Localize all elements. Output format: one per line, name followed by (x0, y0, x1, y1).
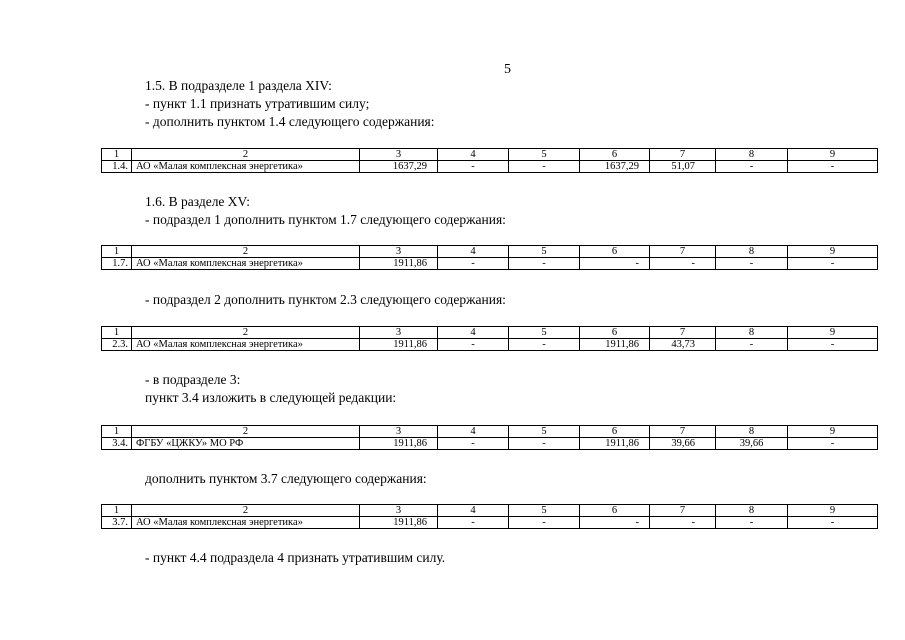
value-cell: - (716, 339, 788, 351)
column-number-cell: 5 (509, 426, 580, 438)
organization-name-cell: ФГБУ «ЦЖКУ» МО РФ (132, 438, 360, 450)
column-number-cell: 2 (132, 149, 360, 161)
value-cell: - (716, 517, 788, 529)
column-number-cell: 5 (509, 149, 580, 161)
column-number-cell: 3 (360, 246, 438, 258)
value-cell: - (788, 258, 878, 270)
amendment-table-2-3 (101, 326, 878, 351)
paragraph-item-3-4-edit: пункт 3.4 изложить в следующей редакции: (145, 390, 397, 405)
organization-name-cell: АО «Малая комплексная энергетика» (132, 161, 360, 173)
value-cell: - (716, 258, 788, 270)
value-cell: - (438, 339, 509, 351)
column-number-cell: 7 (650, 149, 716, 161)
table-header-row (102, 327, 878, 339)
value-cell: 1911,86 (360, 438, 438, 450)
column-number-cell: 4 (438, 149, 509, 161)
column-number-cell: 5 (509, 505, 580, 517)
column-number-cell: 5 (509, 327, 580, 339)
table-header-row (102, 426, 878, 438)
column-number-cell: 1 (102, 149, 132, 161)
column-number-cell: 2 (132, 505, 360, 517)
column-number-cell: 4 (438, 246, 509, 258)
column-number-cell: 7 (650, 505, 716, 517)
table-row (102, 258, 878, 270)
paragraph-add-1-7: - подраздел 1 дополнить пунктом 1.7 следующего содержания: (145, 212, 506, 227)
column-number-cell: 2 (132, 327, 360, 339)
value-cell: - (438, 517, 509, 529)
paragraph-item-1-1-repeal: - пункт 1.1 признать утратившим силу; (145, 96, 370, 111)
value-cell: - (509, 438, 580, 450)
column-number-cell: 8 (716, 505, 788, 517)
paragraph-1-5-heading: 1.5. В подразделе 1 раздела XIV: (145, 78, 332, 93)
column-number-cell: 7 (650, 246, 716, 258)
column-number-cell: 5 (509, 246, 580, 258)
column-number-cell: 1 (102, 246, 132, 258)
value-cell: 1911,86 (360, 339, 438, 351)
value-cell: - (509, 339, 580, 351)
paragraph-subsection-3: - в подразделе 3: (145, 372, 241, 387)
item-number-cell: 1.7. (102, 258, 132, 270)
column-number-cell: 8 (716, 426, 788, 438)
value-cell: 1637,29 (360, 161, 438, 173)
column-number-cell: 4 (438, 327, 509, 339)
column-number-cell: 9 (788, 426, 878, 438)
item-number-cell: 3.4. (102, 438, 132, 450)
column-number-cell: 3 (360, 327, 438, 339)
column-number-cell: 7 (650, 327, 716, 339)
column-number-cell: 9 (788, 149, 878, 161)
paragraph-1-6-heading: 1.6. В разделе XV: (145, 194, 251, 209)
table-row (102, 161, 878, 173)
value-cell: - (509, 517, 580, 529)
value-cell: - (580, 517, 650, 529)
value-cell: 43,73 (650, 339, 716, 351)
value-cell: - (650, 517, 716, 529)
column-number-cell: 4 (438, 505, 509, 517)
value-cell: - (788, 161, 878, 173)
column-number-cell: 2 (132, 246, 360, 258)
table-row (102, 339, 878, 351)
column-number-cell: 8 (716, 149, 788, 161)
column-number-cell: 6 (580, 246, 650, 258)
value-cell: - (788, 517, 878, 529)
amendment-table-3-4 (101, 425, 878, 450)
column-number-cell: 6 (580, 327, 650, 339)
value-cell: 1911,86 (580, 438, 650, 450)
amendment-table-3-7 (101, 504, 878, 529)
value-cell: 1911,86 (360, 258, 438, 270)
table-row (102, 438, 878, 450)
column-number-cell: 9 (788, 246, 878, 258)
column-number-cell: 4 (438, 426, 509, 438)
paragraph-item-4-4-repeal: - пункт 4.4 подраздела 4 признать утратившим силу. (145, 550, 446, 565)
value-cell: 39,66 (716, 438, 788, 450)
column-number-cell: 7 (650, 426, 716, 438)
column-number-cell: 2 (132, 426, 360, 438)
value-cell: - (509, 161, 580, 173)
value-cell: - (438, 438, 509, 450)
value-cell: 1911,86 (580, 339, 650, 351)
organization-name-cell: АО «Малая комплексная энергетика» (132, 339, 360, 351)
value-cell: 1637,29 (580, 161, 650, 173)
value-cell: - (716, 161, 788, 173)
column-number-cell: 9 (788, 327, 878, 339)
value-cell: - (509, 258, 580, 270)
column-number-cell: 1 (102, 426, 132, 438)
value-cell: 51,07 (650, 161, 716, 173)
table-header-row (102, 246, 878, 258)
column-number-cell: 3 (360, 505, 438, 517)
column-number-cell: 3 (360, 426, 438, 438)
column-number-cell: 3 (360, 149, 438, 161)
page-number: 5 (504, 62, 511, 77)
column-number-cell: 1 (102, 327, 132, 339)
value-cell: - (788, 339, 878, 351)
item-number-cell: 2.3. (102, 339, 132, 351)
item-number-cell: 3.7. (102, 517, 132, 529)
paragraph-add-1-4: - дополнить пунктом 1.4 следующего содержания: (145, 114, 435, 129)
organization-name-cell: АО «Малая комплексная энергетика» (132, 517, 360, 529)
paragraph-add-3-7: дополнить пунктом 3.7 следующего содержания: (145, 471, 427, 486)
table-row (102, 517, 878, 529)
value-cell: - (788, 438, 878, 450)
column-number-cell: 6 (580, 149, 650, 161)
value-cell: - (438, 258, 509, 270)
value-cell: - (580, 258, 650, 270)
value-cell: 1911,86 (360, 517, 438, 529)
amendment-table-1-4 (101, 148, 878, 173)
value-cell: - (650, 258, 716, 270)
column-number-cell: 1 (102, 505, 132, 517)
table-header-row (102, 149, 878, 161)
value-cell: 39,66 (650, 438, 716, 450)
item-number-cell: 1.4. (102, 161, 132, 173)
column-number-cell: 9 (788, 505, 878, 517)
value-cell: - (438, 161, 509, 173)
column-number-cell: 6 (580, 426, 650, 438)
organization-name-cell: АО «Малая комплексная энергетика» (132, 258, 360, 270)
column-number-cell: 8 (716, 327, 788, 339)
column-number-cell: 8 (716, 246, 788, 258)
table-header-row (102, 505, 878, 517)
paragraph-add-2-3: - подраздел 2 дополнить пунктом 2.3 следующего содержания: (145, 292, 506, 307)
amendment-table-1-7 (101, 245, 878, 270)
column-number-cell: 6 (580, 505, 650, 517)
